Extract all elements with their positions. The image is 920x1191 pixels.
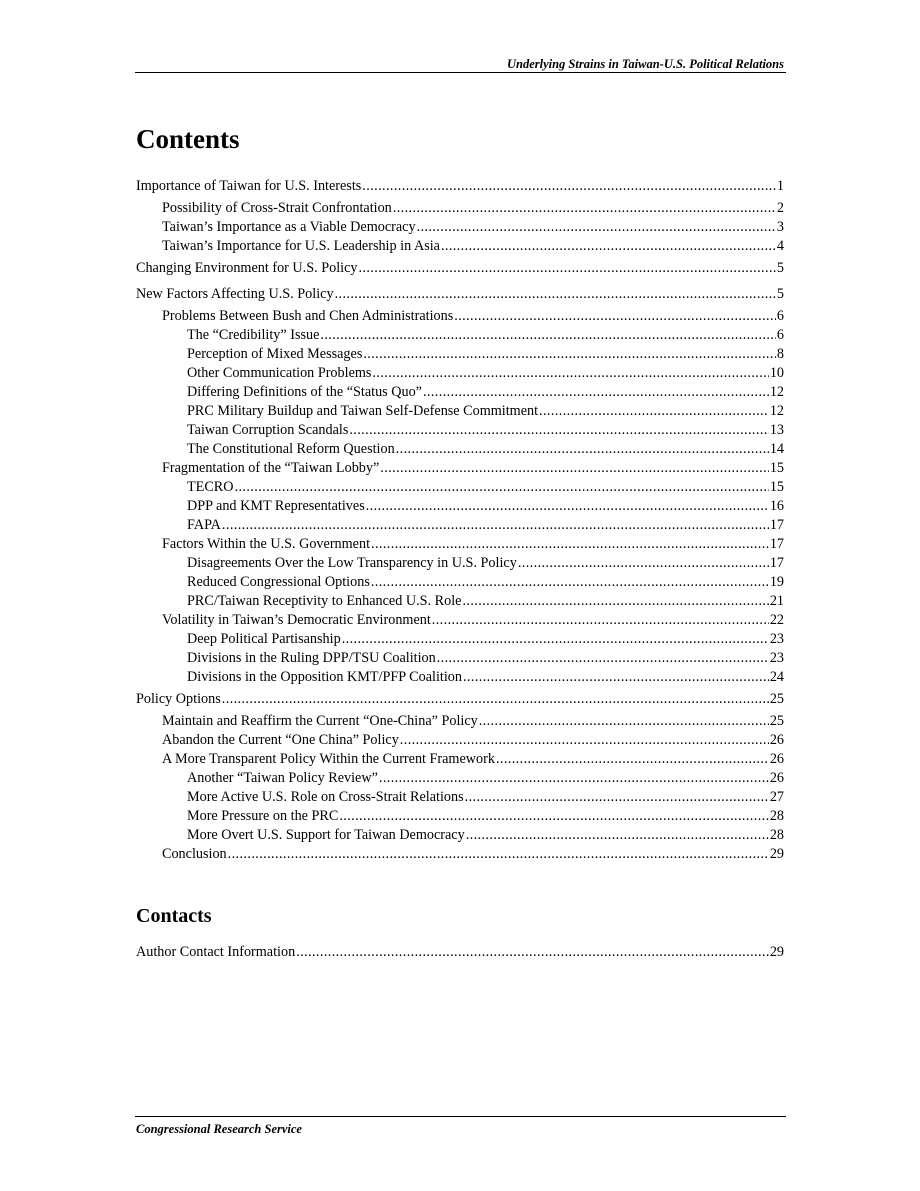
toc-page-number: 6 xyxy=(776,308,784,324)
toc-entry[interactable] xyxy=(136,177,784,196)
toc-entry-title: Possibility of Cross-Strait Confrontation xyxy=(162,200,392,216)
toc-entry[interactable] xyxy=(162,750,784,769)
toc-entry[interactable] xyxy=(187,769,784,788)
toc-entry[interactable] xyxy=(187,345,784,364)
toc-entry-title: Another “Taiwan Policy Review” xyxy=(187,770,378,786)
toc-page-number: 26 xyxy=(769,751,784,767)
toc-dot-leader xyxy=(463,668,769,687)
toc-entry[interactable] xyxy=(187,516,784,535)
toc-dot-leader xyxy=(222,690,769,709)
toc-page-number: 19 xyxy=(769,574,784,590)
toc-page-number: 25 xyxy=(769,713,784,729)
toc-page-number: 16 xyxy=(769,498,784,514)
toc-dot-leader xyxy=(462,592,768,611)
toc-entry[interactable] xyxy=(162,845,784,864)
toc-dot-leader xyxy=(342,630,769,649)
toc-page-number: 6 xyxy=(776,327,784,343)
toc-entry[interactable] xyxy=(162,712,784,731)
toc-entry-title: Importance of Taiwan for U.S. Interests xyxy=(136,178,362,194)
toc-entry-title: FAPA xyxy=(187,517,221,533)
toc-entry[interactable] xyxy=(187,497,784,516)
toc-page-number: 12 xyxy=(769,403,784,419)
toc-entry[interactable] xyxy=(162,199,784,218)
toc-page-number: 4 xyxy=(776,238,784,254)
toc-entry-title: Taiwan’s Importance for U.S. Leadership in Asia xyxy=(162,238,440,254)
toc-dot-leader xyxy=(396,440,769,459)
toc-dot-leader xyxy=(466,826,769,845)
toc-dot-leader xyxy=(454,307,776,326)
toc-page-number: 28 xyxy=(769,827,784,843)
toc-entry-title: Problems Between Bush and Chen Administrations xyxy=(162,308,454,324)
toc-entry[interactable] xyxy=(187,807,784,826)
toc-entry[interactable] xyxy=(187,554,784,573)
toc-page-number: 17 xyxy=(769,555,784,571)
toc-page-number: 26 xyxy=(769,770,784,786)
toc-dot-leader xyxy=(441,237,776,256)
toc-page-number: 26 xyxy=(769,732,784,748)
toc-entry[interactable] xyxy=(187,649,784,668)
toc-dot-leader xyxy=(479,712,769,731)
toc-dot-leader xyxy=(349,421,768,440)
toc-page-number: 8 xyxy=(776,346,784,362)
toc-entry[interactable] xyxy=(187,630,784,649)
toc-entry[interactable] xyxy=(187,326,784,345)
toc-page-number: 24 xyxy=(769,669,784,685)
toc-page-number: 12 xyxy=(769,384,784,400)
toc-dot-leader xyxy=(400,731,769,750)
toc-entry[interactable] xyxy=(136,285,784,304)
toc-entry[interactable] xyxy=(136,690,784,709)
toc-entry-title: More Active U.S. Role on Cross-Strait Relations xyxy=(187,789,464,805)
toc-entry[interactable] xyxy=(162,535,784,554)
toc-dot-leader xyxy=(296,943,769,962)
toc-entry[interactable] xyxy=(187,592,784,611)
toc-dot-leader xyxy=(539,402,769,421)
toc-entry-title: PRC/Taiwan Receptivity to Enhanced U.S. Role xyxy=(187,593,462,609)
toc-entry-title: Reduced Congressional Options xyxy=(187,574,370,590)
toc-entry[interactable] xyxy=(187,440,784,459)
toc-dot-leader xyxy=(417,218,776,237)
toc-entry-title: TECRO xyxy=(187,479,234,495)
header-rule xyxy=(135,72,786,73)
toc-entry[interactable] xyxy=(162,237,784,256)
toc-entry-title: Policy Options xyxy=(136,691,221,707)
toc-entry-title: The “Credibility” Issue xyxy=(187,327,320,343)
toc-dot-leader xyxy=(320,326,776,345)
toc-page-number: 22 xyxy=(769,612,784,628)
toc-dot-leader xyxy=(228,845,769,864)
toc-page-number: 29 xyxy=(769,846,784,862)
toc-entry[interactable] xyxy=(187,364,784,383)
toc-page-number: 23 xyxy=(769,650,784,666)
toc-entry[interactable] xyxy=(162,459,784,478)
toc-page-number: 5 xyxy=(776,286,784,302)
toc-dot-leader xyxy=(235,478,769,497)
toc-entry-title: Fragmentation of the “Taiwan Lobby” xyxy=(162,460,380,476)
toc-dot-leader xyxy=(432,611,769,630)
toc-page-number: 25 xyxy=(769,691,784,707)
toc-entry-title: Disagreements Over the Low Transparency in U.S. Policy xyxy=(187,555,517,571)
toc-entry-title: Abandon the Current “One China” Policy xyxy=(162,732,399,748)
toc-dot-leader xyxy=(363,345,776,364)
toc-page-number: 14 xyxy=(769,441,784,457)
toc-entry[interactable] xyxy=(136,259,784,278)
toc-entry-title: Taiwan Corruption Scandals xyxy=(187,422,349,438)
toc-dot-leader xyxy=(518,554,769,573)
toc-dot-leader xyxy=(371,573,769,592)
toc-page-number: 17 xyxy=(769,536,784,552)
toc-page-number: 15 xyxy=(769,479,784,495)
toc-dot-leader xyxy=(366,497,769,516)
toc-page-number: 13 xyxy=(769,422,784,438)
toc-entry-title: PRC Military Buildup and Taiwan Self-Defense Commitment xyxy=(187,403,539,419)
toc-entry[interactable] xyxy=(187,478,784,497)
toc-dot-leader xyxy=(423,383,769,402)
footer-rule xyxy=(135,1116,786,1117)
toc-entry-title: Other Communication Problems xyxy=(187,365,372,381)
toc-page-number: 21 xyxy=(769,593,784,609)
toc-entry-title: Maintain and Reaffirm the Current “One-China” Policy xyxy=(162,713,478,729)
toc-entry-title: Conclusion xyxy=(162,846,227,862)
toc-entry-title: The Constitutional Reform Question xyxy=(187,441,395,457)
toc-dot-leader xyxy=(380,459,769,478)
toc-entry[interactable] xyxy=(162,307,784,326)
toc-entry-title: Divisions in the Ruling DPP/TSU Coalition xyxy=(187,650,436,666)
toc-entry[interactable] xyxy=(187,383,784,402)
toc-entry-title: Author Contact Information xyxy=(136,944,296,960)
toc-entry-title: Perception of Mixed Messages xyxy=(187,346,363,362)
running-header: Underlying Strains in Taiwan-U.S. Political Relations xyxy=(506,57,784,71)
toc-page-number: 27 xyxy=(769,789,784,805)
toc-page-number: 5 xyxy=(776,260,784,276)
toc-entry-title: More Overt U.S. Support for Taiwan Democracy xyxy=(187,827,465,843)
toc-dot-leader xyxy=(393,199,776,218)
toc-entry-title: Changing Environment for U.S. Policy xyxy=(136,260,358,276)
toc-entry[interactable] xyxy=(187,826,784,845)
toc-page-number: 23 xyxy=(769,631,784,647)
toc-entry-title: New Factors Affecting U.S. Policy xyxy=(136,286,334,302)
toc-entry[interactable] xyxy=(187,573,784,592)
toc-entry-title: Volatility in Taiwan’s Democratic Environment xyxy=(162,612,431,628)
toc-page-number: 2 xyxy=(776,200,784,216)
toc-entry[interactable] xyxy=(187,788,784,807)
toc-entry-title: Taiwan’s Importance as a Viable Democracy xyxy=(162,219,416,235)
toc-dot-leader xyxy=(465,788,769,807)
toc-dot-leader xyxy=(437,649,769,668)
toc-entry-title: A More Transparent Policy Within the Current Framework xyxy=(162,751,495,767)
toc-entry[interactable] xyxy=(187,402,784,421)
toc-entry[interactable] xyxy=(162,611,784,630)
toc-entry-title: Differing Definitions of the “Status Quo” xyxy=(187,384,422,400)
toc-page-number: 17 xyxy=(769,517,784,533)
toc-dot-leader xyxy=(379,769,769,788)
toc-page-number: 28 xyxy=(769,808,784,824)
toc-entry[interactable] xyxy=(136,943,784,962)
toc-entry[interactable] xyxy=(187,421,784,440)
toc-dot-leader xyxy=(335,285,776,304)
toc-dot-leader xyxy=(371,535,769,554)
toc-page-number: 10 xyxy=(769,365,784,381)
toc-entry-title: Deep Political Partisanship xyxy=(187,631,341,647)
toc-dot-leader xyxy=(362,177,776,196)
toc-entry-title: More Pressure on the PRC xyxy=(187,808,339,824)
toc-entry[interactable] xyxy=(162,218,784,237)
toc-page-number: 15 xyxy=(769,460,784,476)
toc-dot-leader xyxy=(222,516,769,535)
contents-heading: Contents xyxy=(136,124,240,154)
toc-entry-title: Factors Within the U.S. Government xyxy=(162,536,371,552)
toc-entry[interactable] xyxy=(187,668,784,687)
toc-dot-leader xyxy=(339,807,768,826)
contacts-heading: Contacts xyxy=(136,905,212,927)
footer-publisher: Congressional Research Service xyxy=(136,1122,302,1136)
toc-page-number: 1 xyxy=(776,178,784,194)
toc-entry-title: DPP and KMT Representatives xyxy=(187,498,365,514)
toc-page-number: 29 xyxy=(769,944,784,960)
toc-dot-leader xyxy=(358,259,775,278)
toc-entry-title: Divisions in the Opposition KMT/PFP Coalition xyxy=(187,669,462,685)
toc-page-number: 3 xyxy=(776,219,784,235)
toc-entry[interactable] xyxy=(162,731,784,750)
toc-dot-leader xyxy=(496,750,769,769)
toc-dot-leader xyxy=(372,364,768,383)
